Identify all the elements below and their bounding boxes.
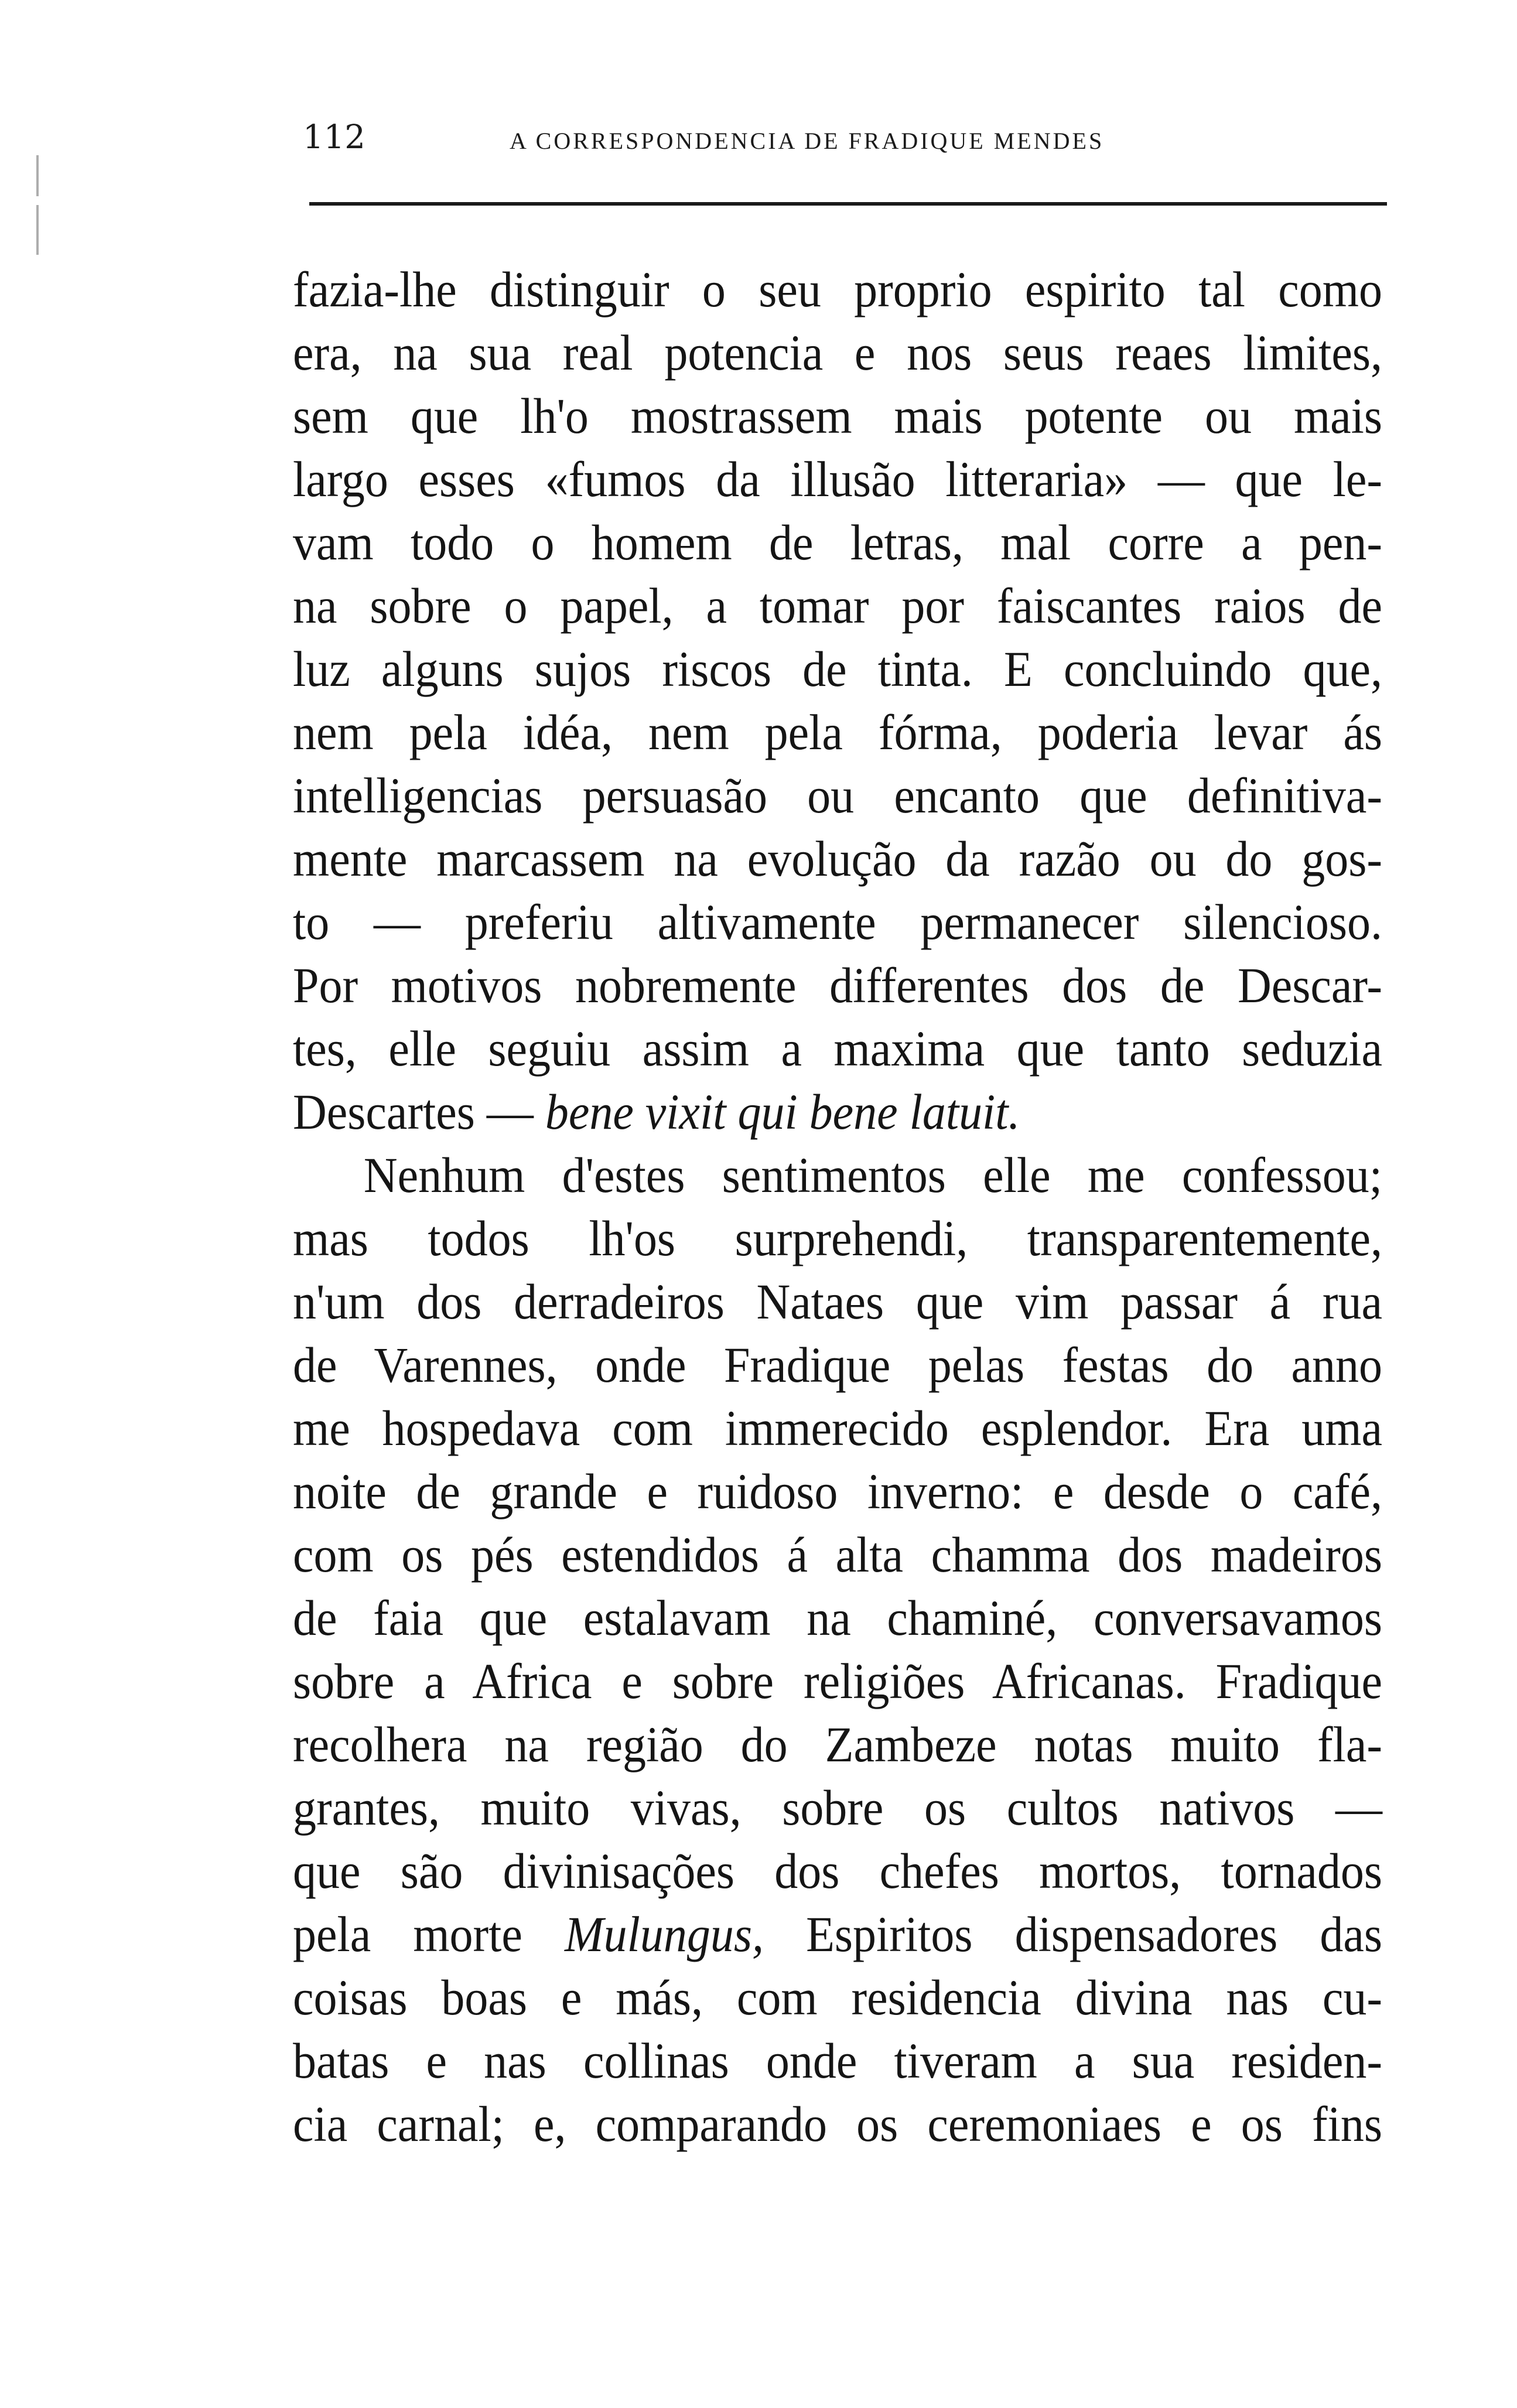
text-line: recolhera na região do Zambeze notas muito fla- (293, 1716, 1382, 1772)
text-span: Espiritos dispensadores das (763, 1906, 1382, 1962)
text-line: era, na sua real potencia e nos seus reaes limites, (293, 325, 1382, 381)
body-text (293, 258, 1382, 2156)
text-line: me hospedava com immerecido esplendor. Era uma (293, 1400, 1382, 1456)
text-line: grantes, muito vivas, sobre os cultos nativos — (293, 1779, 1382, 1836)
text-line: luz alguns sujos riscos de tinta. E concluindo que, (293, 641, 1382, 697)
text-line: noite de grande e ruidoso inverno: e desde o café, (293, 1463, 1382, 1519)
text-line: batas e nas collinas onde tiveram a sua residen- (293, 2033, 1382, 2089)
text-line (293, 1903, 1382, 1966)
text-span: Descartes — (293, 1084, 545, 1140)
text-line: com os pés estendidos á alta chamma dos madeiros (293, 1526, 1382, 1583)
text-line: sobre a Africa e sobre religiões Africanas. Fradique (293, 1653, 1382, 1709)
gutter-mark (36, 155, 39, 196)
text-line (293, 1080, 1382, 1143)
running-head (296, 114, 1385, 161)
text-line: de faia que estalavam na chaminé, conversavamos (293, 1590, 1382, 1646)
page-number: 112 (303, 118, 365, 156)
gutter-mark (36, 205, 39, 255)
text-line: mas todos lh'os surprehendi, transparentemente, (293, 1210, 1382, 1266)
text-line: Por motivos nobremente differentes dos de Descar- (293, 957, 1382, 1013)
text-line: na sobre o papel, a tomar por faiscantes raios de (293, 578, 1382, 634)
text-line: intelligencias persuasão ou encanto que definitiva- (293, 767, 1382, 824)
text-line: fazia-lhe distinguir o seu proprio espirito tal como (293, 261, 1382, 317)
running-title: A CORRESPONDENCIA DE FRADIQUE MENDES (510, 128, 1105, 154)
text-line: sem que lh'o mostrassem mais potente ou mais (293, 388, 1382, 444)
text-line: cia carnal; e, comparando os ceremoniaes e os fins (293, 2096, 1382, 2152)
text-line: que são divinisações dos chefes mortos, tornados (293, 1843, 1382, 1899)
text-line: mente marcassem na evolução da razão ou do gos- (293, 831, 1382, 887)
text-span: pela morte (293, 1906, 565, 1962)
latin-quote: bene vixit qui bene latuit. (545, 1084, 1020, 1140)
italic-term: Mulungus, (565, 1906, 764, 1962)
header-rule (309, 202, 1387, 206)
text-line: coisas boas e más, com residencia divina nas cu- (293, 1969, 1382, 2026)
text-line: vam todo o homem de letras, mal corre a pen- (293, 514, 1382, 571)
text-line: nem pela idéa, nem pela fórma, poderia levar ás (293, 704, 1382, 760)
text-line: de Varennes, onde Fradique pelas festas do anno (293, 1337, 1382, 1393)
text-line: Nenhum d'estes sentimentos elle me confessou; (363, 1147, 1382, 1203)
text-line: largo esses «fumos da illusão litteraria» — que le- (293, 451, 1382, 507)
text-line: to — preferiu altivamente permanecer silencioso. (293, 894, 1382, 950)
text-line: n'um dos derradeiros Nataes que vim passar á rua (293, 1273, 1382, 1330)
text-line: tes, elle seguiu assim a maxima que tanto seduzia (293, 1020, 1382, 1077)
